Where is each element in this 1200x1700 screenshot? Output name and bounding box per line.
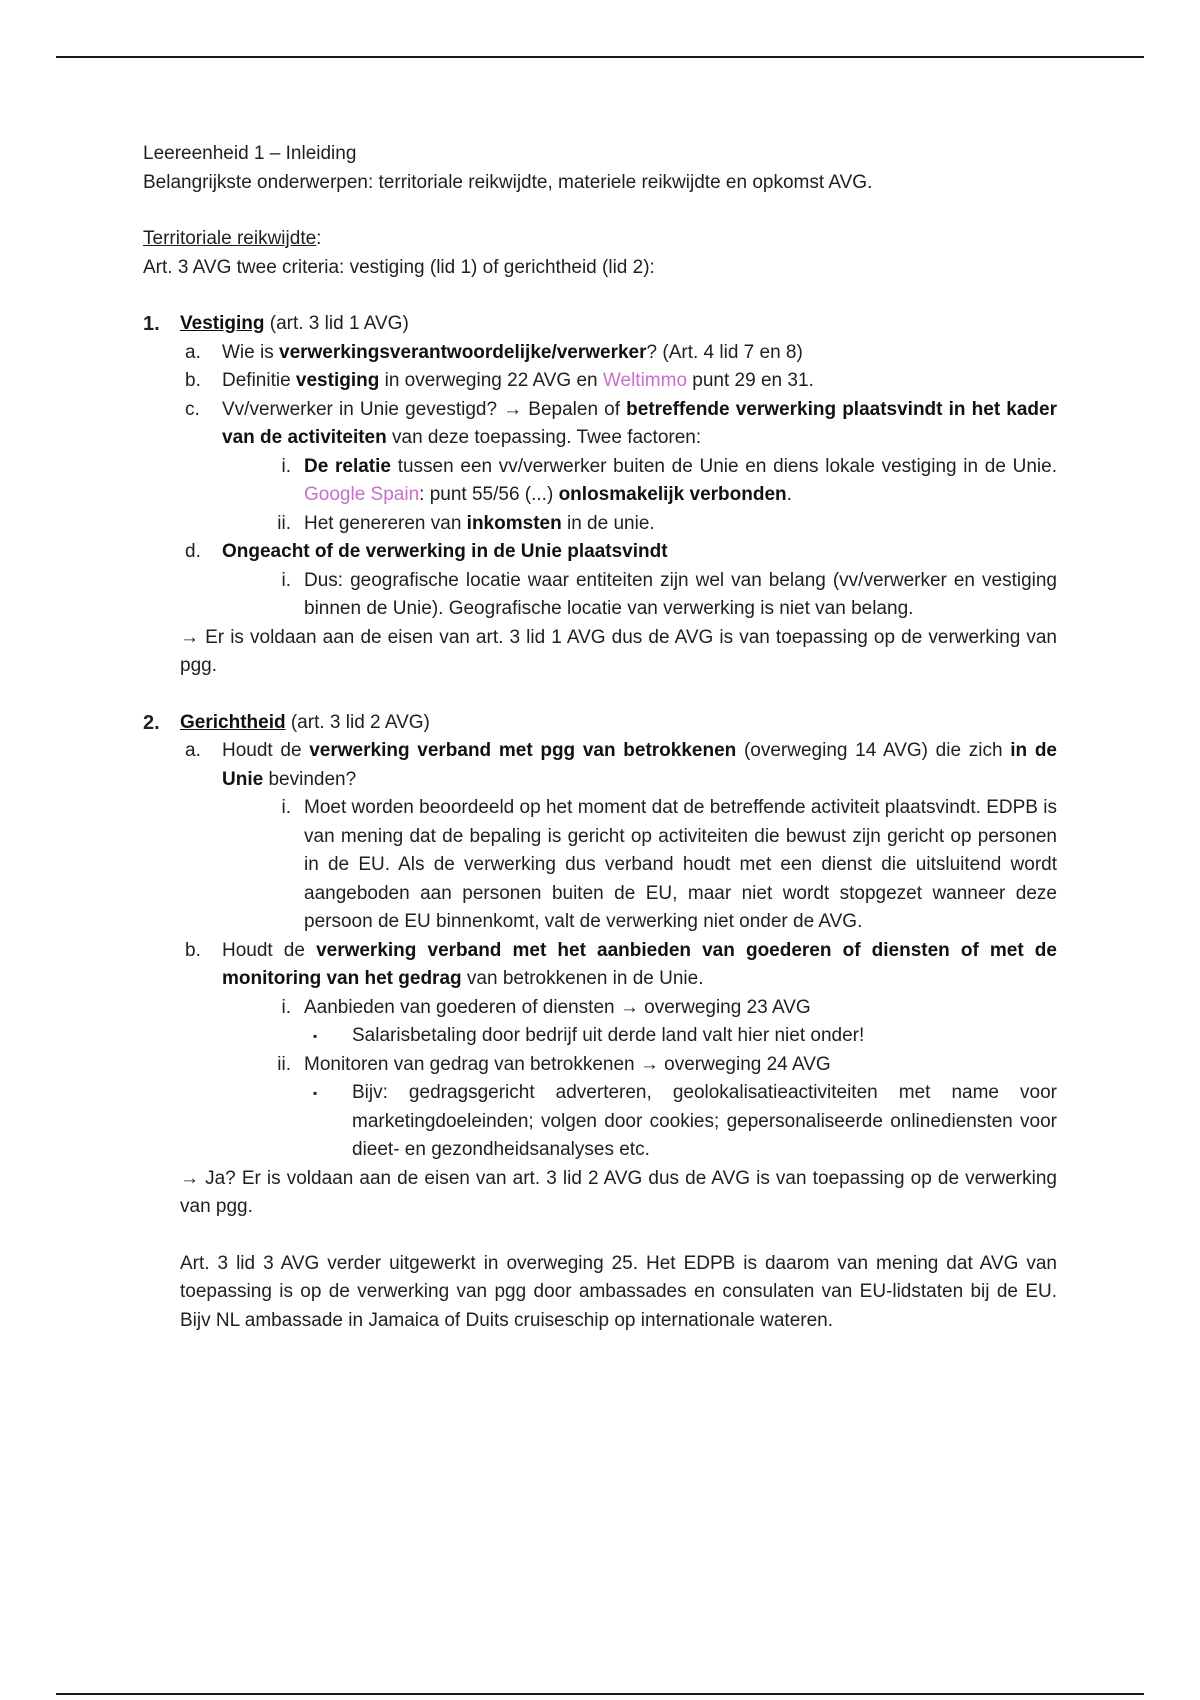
- text: Definitie: [222, 370, 296, 391]
- section-title-text: Gerichtheid: [180, 711, 286, 733]
- text: Houdt de: [222, 939, 317, 961]
- text: Houdt de: [222, 740, 310, 761]
- list-marker: a.: [185, 341, 201, 363]
- list-marker: i.: [281, 996, 291, 1018]
- text: (overweging 14 AVG) die zich: [736, 740, 1011, 761]
- bullet-icon: ▪: [313, 1086, 318, 1100]
- list-marker: a.: [185, 740, 201, 761]
- footer-rule: [56, 1693, 1144, 1695]
- list-item: [143, 396, 1057, 453]
- section-vestiging: [143, 310, 1057, 339]
- territorial-heading-text: Territoriale reikwijdte: [143, 228, 317, 249]
- list-marker: b.: [185, 939, 201, 961]
- list-item: [143, 367, 1057, 396]
- list-marker: i.: [281, 569, 291, 591]
- list-item: [143, 453, 1057, 510]
- section-title-text: Vestiging: [180, 313, 265, 334]
- bold-text: inkomsten: [466, 512, 562, 534]
- section-number: 2.: [143, 711, 160, 734]
- section-title-suffix: (art. 3 lid 2 AVG): [285, 711, 430, 733]
- section-gerichtheid: [143, 709, 1057, 738]
- territorial-heading-suffix: :: [316, 228, 322, 249]
- text: Het genereren van: [304, 512, 467, 534]
- document-subtitle: Belangrijkste onderwerpen: territoriale reikwijdte, materiele reikwijdte en opkomst AVG.: [143, 171, 873, 193]
- text: Monitoren van gedrag van betrokkenen → overweging 24 AVG: [304, 1053, 831, 1075]
- text: van betrokkenen in de Unie.: [461, 968, 704, 989]
- list-item: [143, 510, 1057, 539]
- document-page: [143, 140, 1057, 1335]
- bold-text: onlosmakelijk verbonden: [558, 484, 787, 505]
- bullet-item: [143, 1022, 1057, 1051]
- text: bevinden?: [263, 768, 357, 790]
- closing-paragraph: Art. 3 lid 3 AVG verder uitgewerkt in overweging 25. Het EDPB is daarom van mening dat AVG van toepassing is op de verwerking van pgg door ambassades en consulaten van EU-lidstaten bij de EU. Bijv NL ambassade in Jamaica of Duits cruiseschip op internationale wateren.: [180, 1252, 1057, 1331]
- bold-text: in de Unie: [222, 740, 1057, 790]
- list-item: [143, 339, 1057, 368]
- section-title-suffix: (art. 3 lid 1 AVG): [264, 313, 409, 334]
- bold-text: verwerking verband met het aanbieden van goederen of diensten of met de monitoring van het gedrag: [222, 939, 1057, 989]
- text: ? (Art. 4 lid 7 en 8): [646, 341, 803, 363]
- bold-text: betreffende verwerking plaatsvindt in het kader van de activiteiten: [222, 398, 1057, 448]
- list-marker: c.: [185, 398, 200, 420]
- list-marker: ii.: [277, 512, 291, 534]
- list-item: [143, 567, 1057, 624]
- text: Wie is: [222, 341, 279, 363]
- header-rule: [56, 56, 1144, 58]
- text: Moet worden beoordeeld op het moment dat de betreffende activiteit plaatsvindt. EDPB is van mening dat de bepaling is gericht op activiteiten die bewust zijn gericht op personen in de EU. Als de verwerking dus verband houdt met een dienst die uitsluitend wordt aangeboden aan personen buiten de EU, maar niet wordt stopgezet wanneer deze persoon de EU binnenkomt, valt de verwerking niet onder de AVG.: [304, 797, 1057, 932]
- text: in de unie.: [561, 512, 655, 534]
- list-marker: b.: [185, 370, 201, 391]
- bullet-icon: ▪: [313, 1029, 318, 1043]
- text: Salarisbetaling door bedrijf uit derde land valt hier niet onder!: [352, 1025, 865, 1046]
- territorial-heading: [143, 225, 1057, 254]
- section-number: 1.: [143, 313, 160, 335]
- section-title: [180, 709, 1057, 738]
- list-item: [143, 1051, 1057, 1080]
- document-title: Leereenheid 1 – Inleiding: [143, 143, 357, 164]
- bold-text: De relatie: [304, 455, 391, 477]
- list-item: [143, 737, 1057, 794]
- list-item: [143, 538, 1057, 567]
- text: .: [786, 484, 792, 505]
- text: van deze toepassing. Twee factoren:: [386, 427, 702, 448]
- case-reference: Weltimmo: [602, 370, 688, 391]
- territorial-intro: Art. 3 AVG twee criteria: vestiging (lid 1) of gerichtheid (lid 2):: [143, 256, 655, 278]
- text: tussen een vv/verwerker buiten de Unie en diens lokale vestiging in de Unie.: [390, 455, 1057, 477]
- list-marker: i.: [281, 455, 291, 477]
- text: Aanbieden van goederen of diensten → overweging 23 AVG: [304, 996, 811, 1018]
- list-marker: d.: [185, 541, 201, 562]
- text: Dus: geografische locatie waar entiteiten zijn wel van belang (vv/verwerker en vestiging binnen de Unie). Geografische locatie van verwerking is niet van belang.: [304, 569, 1057, 619]
- list-item: [143, 937, 1057, 994]
- section-title: [180, 310, 1057, 339]
- bold-text: verwerking verband met pgg van betrokkenen: [309, 740, 737, 761]
- list-item: [143, 794, 1057, 937]
- section-conclusion: → Er is voldaan aan de eisen van art. 3 lid 1 AVG dus de AVG is van toepassing op de verwerking van pgg.: [180, 626, 1057, 676]
- bold-text: verwerkingsverantwoordelijke/verwerker: [279, 341, 647, 363]
- list-marker: i.: [281, 797, 291, 818]
- list-item: [143, 994, 1057, 1023]
- bullet-item: [143, 1079, 1057, 1165]
- section-conclusion: → Ja? Er is voldaan aan de eisen van art. 3 lid 2 AVG dus de AVG is van toepassing op de verwerking van pgg.: [180, 1167, 1057, 1217]
- text: : punt 55/56 (...): [419, 484, 559, 505]
- text: Bijv: gedragsgericht adverteren, geolokalisatieactiviteiten met name voor marketingdoeleinden; volgen door cookies; gepersonaliseerde onlinediensten voor dieet- en gezondheidsanalyses etc.: [352, 1082, 1057, 1160]
- list-marker: ii.: [277, 1053, 291, 1075]
- text: in overweging 22 AVG en: [379, 370, 603, 391]
- bold-text: Ongeacht of de verwerking in de Unie plaatsvindt: [222, 541, 668, 562]
- case-reference: Google Spain: [304, 484, 420, 505]
- text: punt 29 en 31.: [687, 370, 814, 391]
- bold-text: vestiging: [295, 370, 380, 391]
- text: Vv/verwerker in Unie gevestigd? → Bepalen of: [222, 398, 627, 420]
